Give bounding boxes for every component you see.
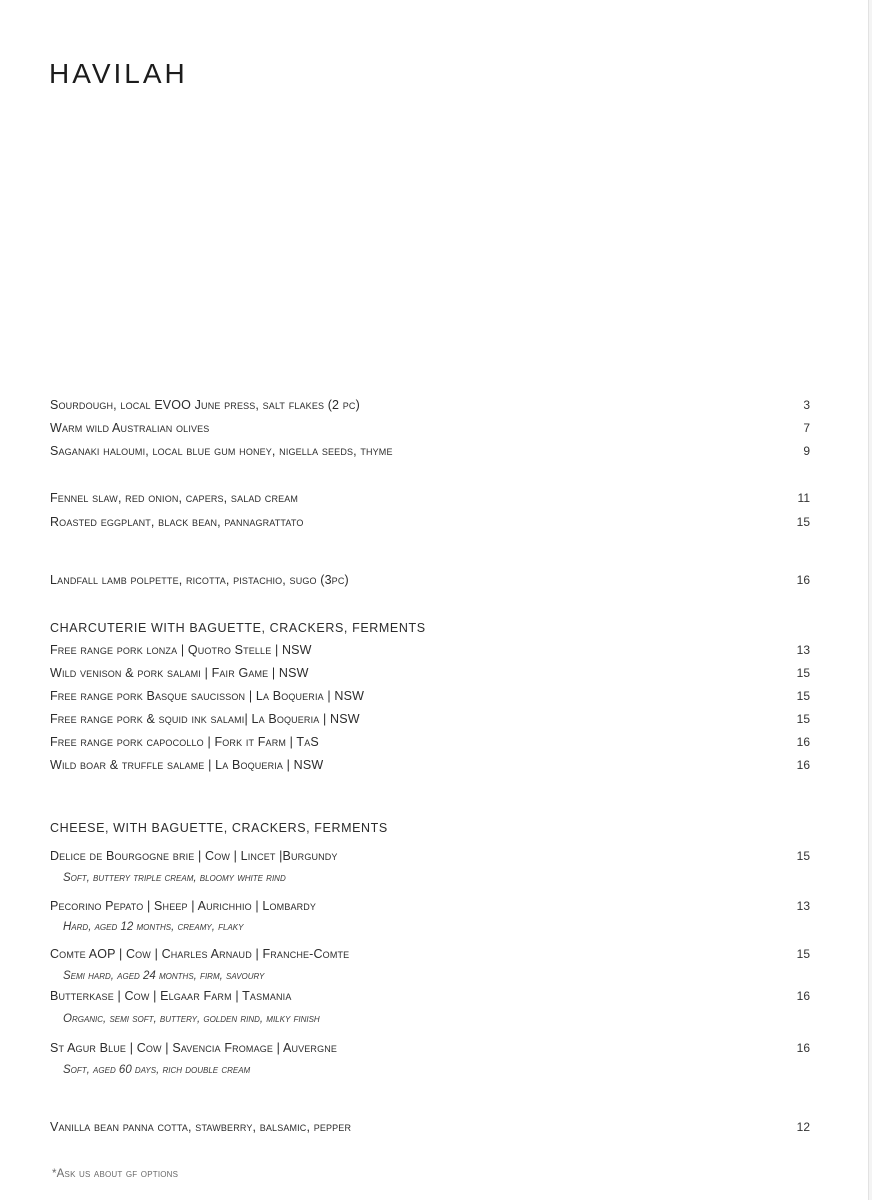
- item-name: St Agur Blue | Cow | Savencia Fromage | Auvergne: [50, 1041, 338, 1055]
- havilah-logo: HAVILAH: [49, 58, 188, 89]
- item-price: 15: [796, 515, 810, 529]
- item-name: Comte AOP | Cow | Charles Arnaud | Franche-Comte: [50, 947, 350, 961]
- menu-item: [50, 573, 810, 593]
- menu-item: [50, 398, 810, 418]
- item-description: Hard, aged 12 months, creamy, flaky: [63, 921, 244, 933]
- item-price: 9: [803, 444, 810, 458]
- menu-item: [50, 947, 810, 967]
- item-price: 15: [796, 712, 810, 726]
- item-price: 15: [796, 849, 810, 863]
- menu-item: [50, 849, 810, 869]
- menu-item: [50, 421, 810, 441]
- item-name: Saganaki haloumi, local blue gum honey, nigella seeds, thyme: [50, 444, 393, 458]
- item-description: Semi hard, aged 24 months, firm, savoury: [63, 970, 265, 982]
- item-price: 16: [796, 1041, 810, 1055]
- menu-item: [50, 989, 810, 1009]
- menu-item: [50, 1041, 810, 1061]
- item-name: Roasted eggplant, black bean, pannagrattato: [50, 515, 304, 529]
- item-name: Free range pork & squid ink salami| La Boqueria | NSW: [50, 712, 360, 726]
- item-price: 15: [796, 947, 810, 961]
- item-price: 16: [796, 989, 810, 1003]
- item-description: Soft, buttery triple cream, bloomy white rind: [63, 872, 286, 884]
- item-name: Delice de Bourgogne brie | Cow | Lincet |Burgundy: [50, 849, 338, 863]
- menu-item: [50, 444, 810, 464]
- menu-item: [50, 712, 810, 732]
- item-price: 16: [796, 573, 810, 587]
- menu-item: [50, 1120, 810, 1140]
- item-name: Landfall lamb polpette, ricotta, pistachio, sugo (3pc): [50, 573, 349, 587]
- item-name: Vanilla bean panna cotta, stawberry, balsamic, pepper: [50, 1120, 352, 1134]
- item-price: 12: [796, 1120, 810, 1134]
- item-name: Free range pork Basque saucisson | La Boqueria | NSW: [50, 689, 365, 703]
- item-price: 15: [796, 666, 810, 680]
- menu-item: [50, 491, 810, 511]
- menu-item: [50, 689, 810, 709]
- item-price: 15: [796, 689, 810, 703]
- item-price: 16: [796, 735, 810, 749]
- item-price: 13: [796, 643, 810, 657]
- menu-item: [50, 515, 810, 535]
- item-name: Pecorino Pepato | Sheep | Aurichhio | Lombardy: [50, 899, 317, 913]
- item-name: Butterkase | Cow | Elgaar Farm | Tasmania: [50, 989, 292, 1003]
- item-description: Organic, semi soft, buttery, golden rind, milky finish: [63, 1013, 320, 1025]
- item-name: Wild boar & truffle salame | La Boqueria | NSW: [50, 758, 324, 772]
- item-price: 7: [803, 421, 810, 435]
- menu-item: [50, 666, 810, 686]
- item-name: Free range pork capocollo | Fork it Farm | TaS: [50, 735, 319, 749]
- footnote: *Ask us about gf options: [52, 1168, 179, 1180]
- item-name: Warm wild Australian olives: [50, 421, 210, 435]
- item-name: Wild venison & pork salami | Fair Game | NSW: [50, 666, 309, 680]
- item-price: 11: [797, 491, 810, 505]
- menu-item: [50, 758, 810, 778]
- item-price: 16: [796, 758, 810, 772]
- menu-item: [50, 899, 810, 919]
- item-name: Free range pork lonza | Quotro Stelle | NSW: [50, 643, 312, 657]
- menu-item: [50, 735, 810, 755]
- item-description: Soft, aged 60 days, rich double cream: [63, 1064, 251, 1076]
- cheese-heading: CHEESE, WITH BAGUETTE, CRACKERS, FERMENTS: [50, 821, 388, 835]
- item-name: Sourdough, local EVOO June press, salt flakes (2 pc): [50, 398, 360, 412]
- item-price: 13: [796, 899, 810, 913]
- item-name: Fennel slaw, red onion, capers, salad cream: [50, 491, 299, 505]
- item-price: 3: [803, 398, 810, 412]
- charcuterie-heading: CHARCUTERIE WITH BAGUETTE, CRACKERS, FERMENTS: [50, 621, 426, 635]
- page-edge: [868, 0, 872, 1200]
- menu-item: [50, 643, 810, 663]
